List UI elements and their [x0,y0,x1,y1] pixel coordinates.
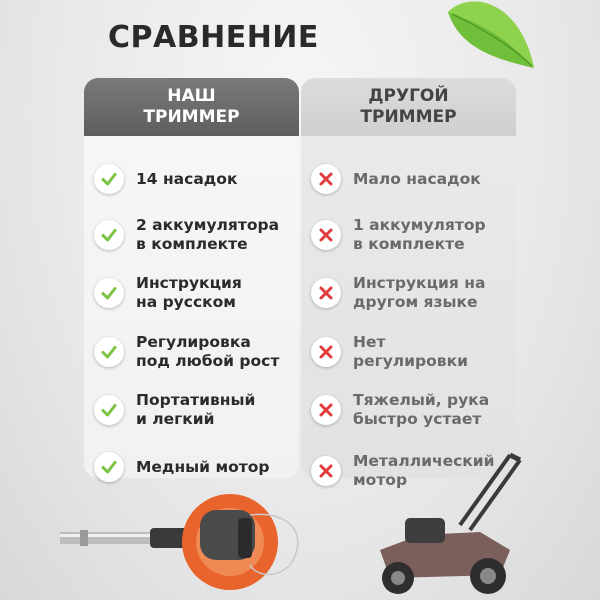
our-trimmer-column [84,78,299,478]
list-item: Мало насадок [311,164,512,194]
list-item: Медный мотор [94,452,295,482]
check-icon [94,278,124,308]
other-trimmer-column [301,78,516,489]
list-item: Регулировка под любой рост [94,333,295,371]
list-item: Нет регулировки [311,333,512,371]
leaf-icon [430,0,540,90]
list-item: Инструкция на другом языке [311,274,512,312]
our-trimmer-header: НАШ ТРИММЕР [84,78,299,136]
list-item: Инструкция на русском [94,274,295,312]
check-icon [94,337,124,367]
check-icon [94,395,124,425]
list-item: Тяжелый, рука быстро устает [311,391,512,429]
lawn-mower-illustration [360,450,540,600]
list-item: 2 аккумулятора в комплекте [94,216,295,254]
list-item: Металлический мотор [311,452,512,490]
list-item: 1 аккумулятор в комплекте [311,216,512,254]
trimmer-illustration [60,480,320,600]
other-trimmer-header: ДРУГОЙ ТРИММЕР [301,78,516,136]
check-icon [94,220,124,250]
cross-icon [311,278,341,308]
cross-icon [311,164,341,194]
list-item: Портативный и легкий [94,391,295,429]
check-icon [94,164,124,194]
cross-icon [311,395,341,425]
list-item: 14 насадок [94,164,295,194]
cross-icon [311,220,341,250]
check-icon [94,452,124,482]
cross-icon [311,337,341,367]
page-title: СРАВНЕНИЕ [108,20,319,55]
